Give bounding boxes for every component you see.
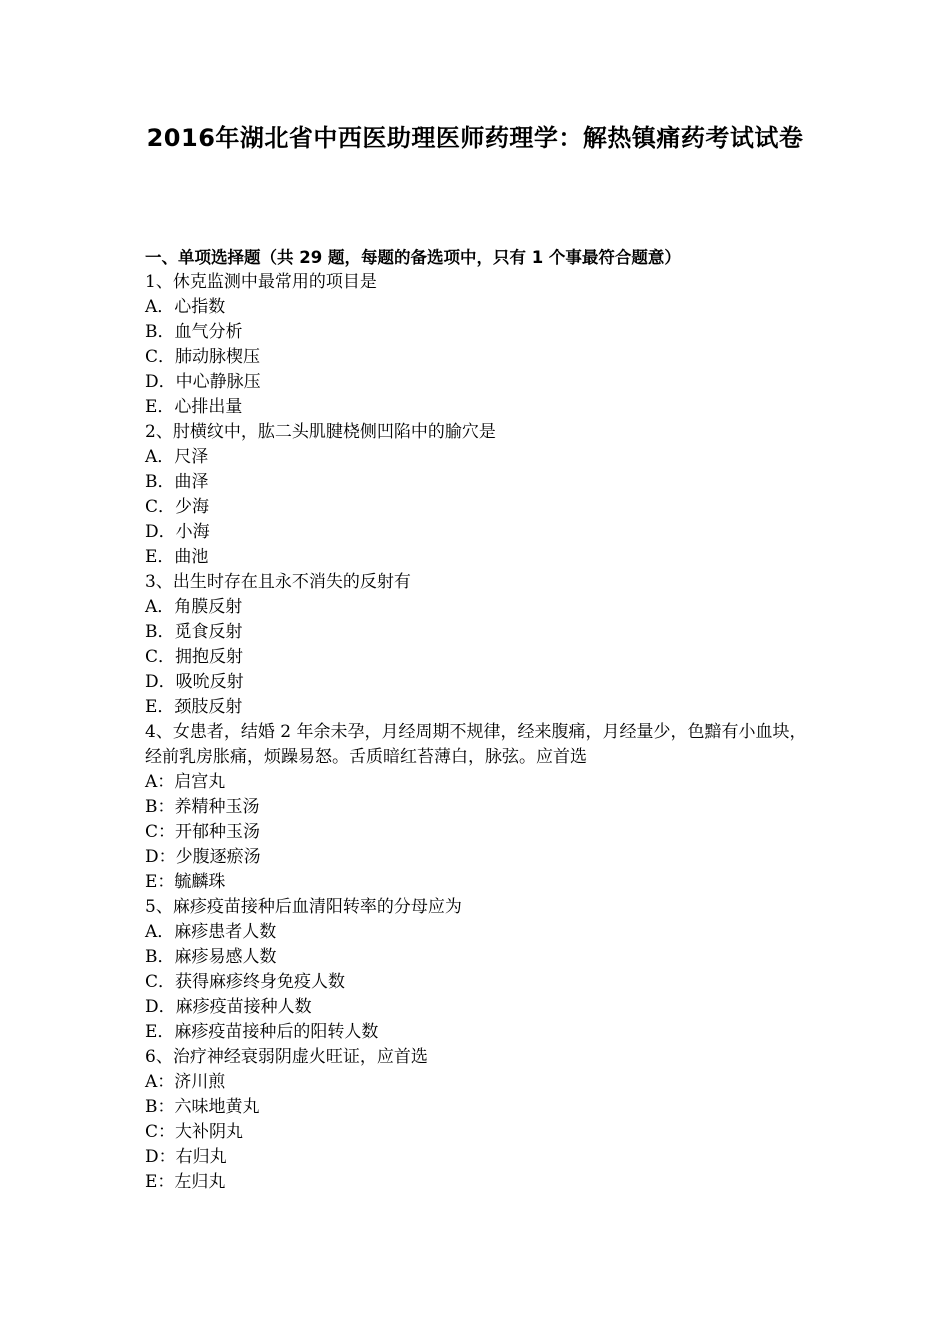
answer-option: C．少海 [145, 497, 210, 517]
answer-option: C．肺动脉楔压 [145, 347, 261, 367]
question-stem: 4、女患者，结婚 2 年余未孕，月经周期不规律，经来腹痛，月经量少，色黯有小血块，经前乳房胀痛，烦躁易怒。舌质暗红苔薄白，脉弦。应首选 [145, 722, 807, 767]
answer-option: C：开郁种玉汤 [145, 822, 261, 842]
answer-option: D．小海 [145, 522, 210, 542]
answer-option: A．尺泽 [145, 447, 209, 467]
answer-option: E：左归丸 [145, 1172, 226, 1192]
answer-option: B．曲泽 [145, 472, 209, 492]
answer-option: A：启宫丸 [145, 772, 226, 792]
answer-option: D．吸吮反射 [145, 672, 244, 692]
answer-option: E．曲池 [145, 547, 209, 567]
answer-option: A．麻疹患者人数 [145, 922, 277, 942]
question-list [145, 245, 815, 1195]
answer-option: A．角膜反射 [145, 597, 243, 617]
answer-option: B．麻疹易感人数 [145, 947, 277, 967]
answer-option: B．血气分析 [145, 322, 243, 342]
answer-option: E．心排出量 [145, 397, 243, 417]
answer-option: E．颈肢反射 [145, 697, 243, 717]
answer-option: E．麻疹疫苗接种后的阳转人数 [145, 1022, 379, 1042]
answer-option: C．拥抱反射 [145, 647, 244, 667]
section-heading: 一、单项选择题（共 29 题，每题的备选项中，只有 1 个事最符合题意） [145, 248, 681, 267]
answer-option: B：养精种玉汤 [145, 797, 260, 817]
answer-option: C．获得麻疹终身免疫人数 [145, 972, 346, 992]
answer-option: D：右归丸 [145, 1147, 227, 1167]
answer-option: B：六味地黄丸 [145, 1097, 260, 1117]
answer-option: E：毓麟珠 [145, 872, 226, 892]
answer-option: D．麻疹疫苗接种人数 [145, 997, 312, 1017]
answer-option: B．觅食反射 [145, 622, 243, 642]
answer-option: D：少腹逐瘀汤 [145, 847, 261, 867]
answer-option: A．心指数 [145, 297, 226, 317]
question-stem: 2、肘横纹中，肱二头肌腱桡侧凹陷中的腧穴是 [145, 422, 496, 442]
answer-option: D．中心静脉压 [145, 372, 261, 392]
question-stem: 1、休克监测中最常用的项目是 [145, 272, 377, 292]
question-stem: 3、出生时存在且永不消失的反射有 [145, 572, 411, 592]
document-title: 2016年湖北省中西医助理医师药理学：解热镇痛药考试试卷 [146, 124, 804, 152]
answer-option: C：大补阴丸 [145, 1122, 244, 1142]
answer-option: A：济川煎 [145, 1072, 226, 1092]
question-stem: 6、治疗神经衰弱阴虚火旺证，应首选 [145, 1047, 428, 1067]
question-stem: 5、麻疹疫苗接种后血清阳转率的分母应为 [145, 897, 462, 917]
